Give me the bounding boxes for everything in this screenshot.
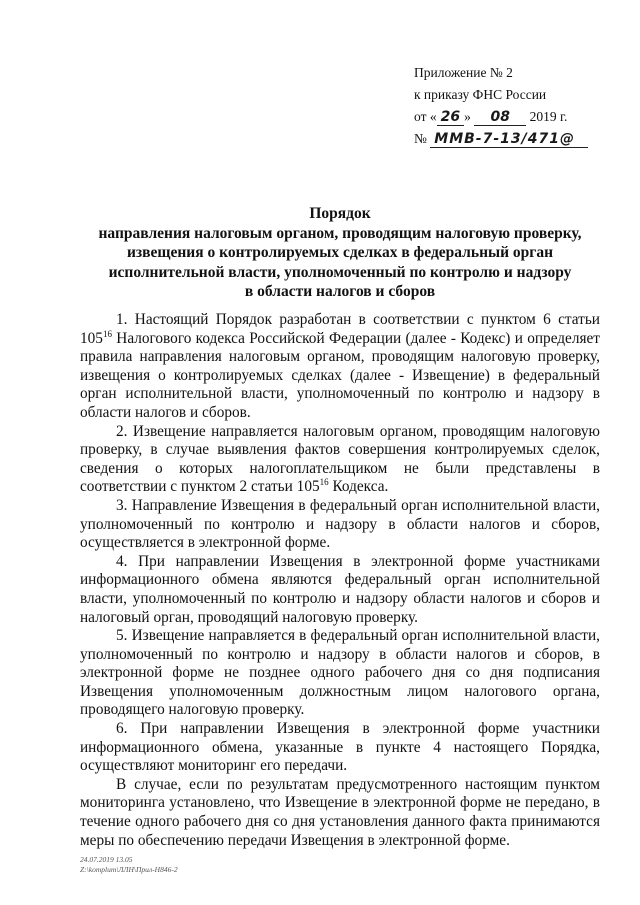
file-footer bbox=[80, 855, 178, 875]
document-body bbox=[80, 311, 600, 850]
date-day-handwritten: 26 bbox=[437, 110, 464, 126]
paragraph-6: 6. При направлении Извещения в электронной форме участники информационного обмена, указанные в пункте 4 настоящего Порядка, осуществляют мониторинг его передачи. bbox=[80, 720, 600, 775]
paragraph-5: 5. Извещение направляется в федеральный орган исполнительной власти, уполномоченный по контролю и надзору в области налогов и сборов, в электронной форме не позднее одного рабочего дня со дня подписания Извещения уполномоченным должностным лицом налогового органа, проводящего налоговую проверку. bbox=[80, 627, 600, 719]
number-prefix: № bbox=[414, 131, 427, 146]
date-year: 2019 г. bbox=[529, 109, 568, 124]
paragraph-4: 4. При направлении Извещения в электронной форме участниками информационного обмена являются федеральный орган исполнительной власти, уполномоченный по контролю и надзору области налогов и сборов и налоговый орган, проводящий налоговую проверку. bbox=[80, 552, 600, 626]
title-line-3: извещения о контролируемых сделках в федеральный орган bbox=[126, 244, 554, 261]
paragraph-3: 3. Направление Извещения в федеральный орган исполнительной власти, уполномоченный по контролю и надзору в области налогов и сборов, осуществляется в электронной форме. bbox=[80, 496, 600, 552]
paragraph-1 bbox=[80, 311, 600, 423]
order-date bbox=[414, 106, 614, 128]
number-handwritten: ММВ-7-13/471@ bbox=[430, 132, 588, 148]
appendix-label: Приложение № 2 bbox=[414, 65, 513, 80]
paragraph-7: В случае, если по результатам предусмотренного настоящим пунктом мониторинга установлено, что Извещение в электронной форме не передано, в течение одного рабочего дня со дня установления данного факта принимаются меры по обеспечению передачи Извещения в электронной форме. bbox=[80, 775, 600, 849]
title-line-5: в области налогов и сборов bbox=[244, 283, 436, 300]
paragraph-1-superscript: 16 bbox=[102, 328, 112, 339]
paragraph-1-text-b: Налогового кодекса Российской Федерации (далее - Кодекс) и определяет правила направления налоговым органом, проводящим налоговую проверку, извещения о контролируемых сделках (далее - Извещение) в федеральный орган исполнительной власти, уполномоченный по контролю и надзору в области налогов и сборов. bbox=[80, 329, 600, 421]
order-reference: к приказу ФНС России bbox=[414, 87, 547, 102]
date-prefix: от « bbox=[414, 109, 437, 124]
date-month-handwritten: 08 bbox=[474, 110, 526, 126]
paragraph-2-text-b: Кодекса. bbox=[328, 478, 389, 496]
paragraph-2-superscript: 16 bbox=[319, 477, 329, 488]
paragraph-2-text-a: 2. Извещение направляется налоговым органом, проводящим налоговую проверку, в случае выявления фактов совершения контролируемых сделок, сведения о которых налогоплательщиком не были представлены в соответствии с пунктом 2 статьи 105 bbox=[80, 422, 600, 496]
footer-timestamp: 24.07.2019 13.05 bbox=[80, 855, 133, 864]
title-line-1: Порядок bbox=[309, 205, 371, 222]
title-line-2: направления налоговым органом, проводящим налоговую проверку, bbox=[98, 224, 582, 242]
footer-file-path: Z:\komplum\ЛЛН\Прил-Н846-2 bbox=[80, 865, 178, 874]
document-title bbox=[80, 204, 600, 302]
order-number bbox=[414, 128, 614, 150]
paragraph-2 bbox=[80, 423, 600, 497]
paragraph-1-text-a: 1. Настоящий Порядок разработан в соответствии с пунктом 6 статьи 105 bbox=[80, 311, 600, 347]
appendix-block bbox=[414, 62, 614, 150]
title-line-4: исполнительной власти, уполномоченный по контролю и надзору bbox=[108, 263, 572, 281]
date-quote: » bbox=[464, 109, 471, 124]
